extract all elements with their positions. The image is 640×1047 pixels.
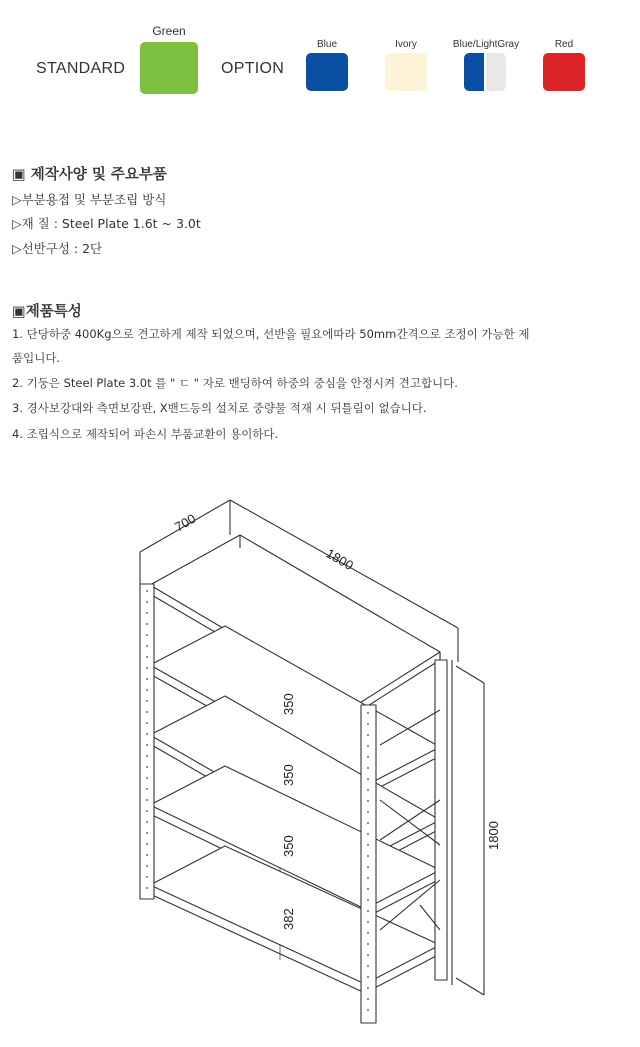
spacing-dimension: 350 <box>281 693 296 715</box>
shelf-drawing <box>0 480 640 1040</box>
spacing-dimension: 382 <box>281 908 296 930</box>
spacing-dimension: 350 <box>281 764 296 786</box>
spec-line: ▷선반구성 : 2단 <box>12 241 103 256</box>
spec-line: ▷부분용접 및 부분조립 방식 <box>12 192 167 207</box>
spec-title: ▣ 제작사양 및 주요부품 <box>12 167 167 183</box>
features-title: ▣제품특성 <box>12 304 82 320</box>
feature-line: 3. 경사보강대와 측면보강판, X밴드등의 설치로 중량물 적재 시 뒤틀림이 없습니다. <box>12 401 427 415</box>
blue-lightgray-caption: Blue/LightGray <box>452 39 520 50</box>
depth-dimension: 700 <box>172 510 199 535</box>
green-swatch <box>140 42 198 94</box>
red-caption: Red <box>554 39 574 50</box>
option-label: OPTION <box>221 60 285 77</box>
standard-color-caption: Green <box>152 24 186 38</box>
standard-label: STANDARD <box>36 60 126 77</box>
feature-line: 품입니다. <box>12 351 61 365</box>
blue-lightgray-swatch <box>464 53 506 91</box>
ivory-swatch <box>385 53 427 91</box>
red-swatch <box>543 53 585 91</box>
feature-line: 1. 단당하중 400Kg으로 견고하게 제작 되었으며, 선반을 필요에따라 50mm간격으로 조정이 가능한 제 <box>12 327 530 341</box>
color-options <box>0 0 640 110</box>
spacing-dimension: 350 <box>281 835 296 857</box>
height-dimension: 1800 <box>486 821 501 850</box>
blue-swatch <box>306 53 348 91</box>
shelves <box>150 626 440 993</box>
spec-line: ▷재 질 : Steel Plate 1.6t ~ 3.0t <box>12 216 201 231</box>
feature-line: 2. 기둥은 Steel Plate 3.0t 를 " ㄷ " 자로 밴딩하여 하중의 중심을 안정시켜 견고합니다. <box>12 376 458 390</box>
feature-line: 4. 조립식으로 제작되어 파손시 부품교환이 용이하다. <box>12 427 279 441</box>
ivory-caption: Ivory <box>395 39 417 50</box>
width-dimension: 1800 <box>323 545 357 574</box>
blue-caption: Blue <box>316 39 337 50</box>
